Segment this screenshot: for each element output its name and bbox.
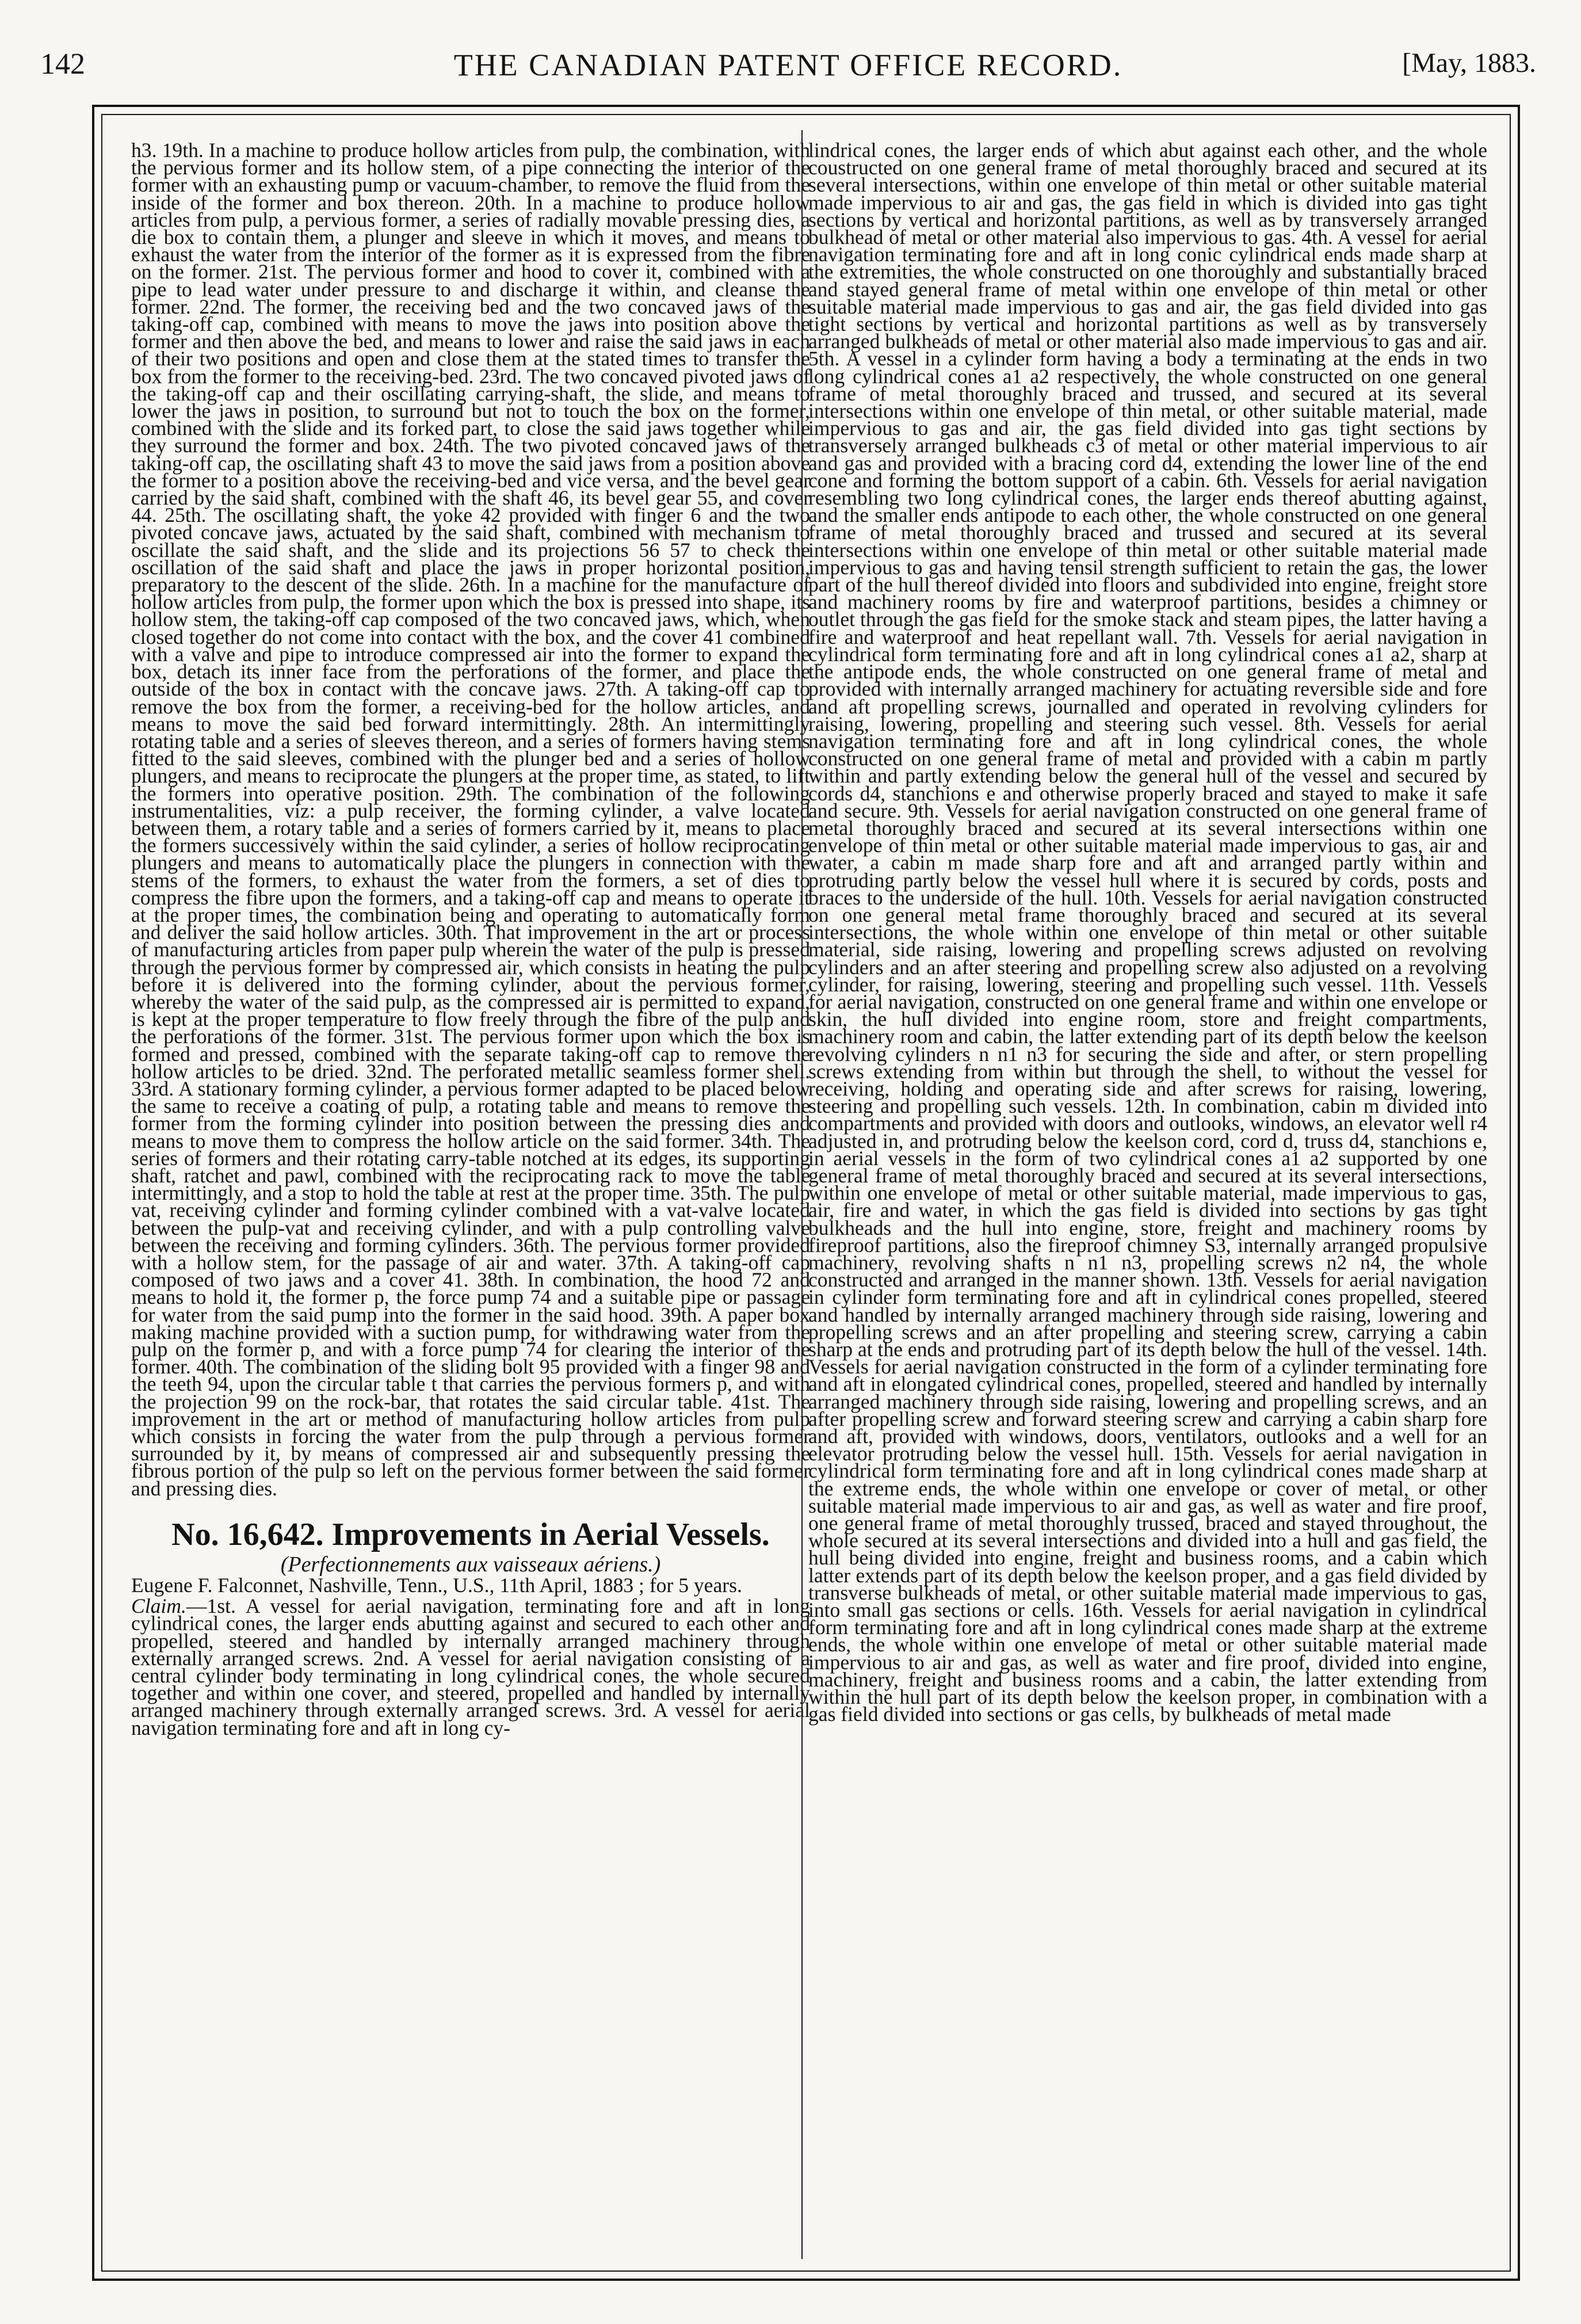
page-header <box>40 47 1536 93</box>
left-column <box>131 139 810 1739</box>
inventor-line: Eugene F. Falconnet, Nashville, Tenn., U.S., 11th April, 1883 ; for 5 years. <box>131 1574 742 1597</box>
right-column <box>808 139 1487 1726</box>
right-column-text: lindrical cones, the larger ends of which abut against each other, and the whole coustructed on one general frame of metal thoroughly braced and secured at its several intersections, within one envelope of thin metal or other suitable material made impervious to air and gas, the gas field in which is divided into gas tight sections by vertical and horizontal partitions, as well as by transversely arranged bulkhead of metal or other material also impervious to gas. 4th. A vessel for aerial navigation terminating fore and aft in long conic cylindrical ends made sharp at the extremities, the whole constructed on one thoroughly and substantially braced and stayed general frame of metal within one envelope of thin metal or other suitable material made impervious to gas and air, the gas field divided into gas tight sections by vertical and horizontal partitions as well as by transversely arranged bulkheads of metal or other material also made impervious to gas and air. 5th. A vessel in a cylinder form having a body a terminating at the ends in two long cylindrical cones a1 a2 respectively, the whole constructed on one general frame of metal thoroughly braced and trussed, and secured at its several intersections within one envelope of thin metal, or other suitable material, made impervious to gas and air, the gas field divided into gas tight sections by transversely arranged bulkheads c3 of metal or other material impervious to air and gas and provided with a bracing cord d4, extending the lower line of the end cone and forming the bottom support of a cabin. 6th. Vessels for aerial navigation resembling two long cylindrical cones, the larger ends thereof abutting against, and the smaller ends antipode to each other, the whole constructed on one general frame of metal thoroughly braced and trussed and secured at its several intersections within one envelope of thin metal or other suitable material made impervious to gas and having tensil strength sufficient to retain the gas, the lower part of the hull thereof divided into floors and subdivided into engine, freight store and machinery rooms by fire and waterproof partitions, besides a chimney or outlet through the gas field for the smoke stack and steam pipes, the latter having a fire and waterproof and heat repellant wall. 7th. Vessels for aerial navigation in cylindrical form terminating fore and aft in long cylindrical cones a1 a2, sharp at the antipode ends, the whole constructed on one general frame of metal and provided with internally arranged machinery for actuating reversible side and fore and aft propelling screws, journalled and operated in revolving cylinders for raising, lowering, propelling and steering such vessel. 8th. Vessels for aerial navigation terminating fore and aft in long cylindrical cones, the whole constructed on one general frame of metal and provided with a cabin m partly within and partly extending below the general hull of the vessel and secured by cords d4, stanchions e and otherwise properly braced and stayed to make it safe and secure. 9th. Vessels for aerial navigation constructed on one general frame of metal thoroughly braced and secured at its several intersections within one envelope of thin metal or other suitable material made impervious to gas, air and water, a cabin m made sharp fore and aft and arranged partly within and protruding partly below the vessel hull where it is secured by cords, posts and braces to the underside of the hull. 10th. Vessels for aerial navigation constructed on one general metal frame thoroughly braced and secured at its several intersections, the whole within one envelope of thin metal or other suitable material, side raising, lowering and propelling screws adjusted on revolving cylinders and an after steering and propelling screw also adjusted on a revolving cylinder, for raising, lowering, steering and propelling such vessel. 11th. Vessels for aerial navigation, constructed on one general frame and within one envelope or skin, the hull divided into engine room, store and freight compartments, machinery room and cabin, the latter extending part of its depth below the keelson revolving cylinders n n1 n3 for securing the side and after, or stern propelling screws extending from within but through the shell, to without the vessel for receiving, holding and operating side and after screws for raising, lowering, steering and propelling such vessels. 12th. In combination, cabin m divided into compartments and provided with doors and outlooks, windows, an elevator well r4 adjusted in, and protruding below the keelson cord, cord d, truss d4, stanchions e, in aerial vessels in the form of two cylindrical cones a1 a2 supported by one general frame of metal thoroughly braced and secured at its several intersections, within one envelope of metal or other suitable material, made impervious to gas, air, fire and water, in which the gas field is divided into sections by gas tight bulkheads and the hull into engine, store, freight and machinery rooms by fireproof partitions, also the fireproof chimney S3, internally arranged propulsive machinery, revolving shafts n n1 n3, propelling screws n2 n4, the whole constructed and arranged in the manner shown. 13th. Vessels for aerial navigation in cylinder form terminating fore and aft in cylindrical cones propelled, steered and handled by internally arranged machinery through side raising, lowering and propelling screws and an after propelling and steering screw, carrying a cabin sharp at the ends and protruding part of its depth below the hull of the vessel. 14th. Vessels for aerial navigation constructed in the form of a cylinder terminating fore and aft in elongated cylindrical cones, propelled, steered and handled by internally arranged machinery through side raising, lowering and propelling screws, and an after propelling screw and forward steering screw and carrying a cabin sharp fore and aft, provided with windows, doors, ventilators, outlooks and a well for an elevator protruding below the vessel hull. 15th. Vessels for aerial navigation in cylindrical form terminating fore and aft in long cylindrical cones made sharp at the extreme ends, the whole within one envelope or cover of metal, or other suitable material made impervious to air and gas, as well as water and fire proof, one general frame of metal thoroughly trussed, braced and stayed throughout, the whole secured at its several intersections and divided into a hull and gas field, the hull being divided into engine, freight and business rooms, and a cabin which latter extends part of its depth below the keelson proper, and a gas field divided by transverse bulkheads of metal, or other suitable material made impervious to gas, into small gas sections or cells. 16th. Vessels for aerial navigation in cylindrical form terminating fore and aft in long cylindrical cones made sharp at the extreme ends, the whole within one envelope of metal or other suitable material made impervious to air and gas, as well as water and fire proof, divided into engine, machinery, freight and business rooms and a cabin, the latter extending from within the hull part of its depth below the keelson proper, in combination with a gas field divided into sections or gas cells, by bulkheads of metal made <box>808 139 1487 1726</box>
french-title: (Perfectionnements aux vaisseaux aériens.) <box>280 1552 661 1577</box>
claim-text: —1st. A vessel for aerial navigation, terminating fore and aft in long cylindrical cones, the larger ends abutting against and secured to each other and propelled, steered and handled by internally arranged machinery through externally arranged screws. 2nd. A vessel for aerial navigation consisting of a central cylinder body terminating in long cylindrical cones, the whole secured together and within one cover, and steered, propelled and handled by internally arranged machinery through externally arranged screws. 3rd. A vessel for aerial navigation terminating fore and aft in long cy- <box>131 1594 810 1739</box>
continued-claims-text: h3. 19th. In a machine to produce hollow articles from pulp, the combination, with the pervious former and its hollow stem, of a pipe connecting the interior of the former with an exhausting pump or vacuum-chamber, to remove the fluid from the inside of the former and box thereon. 20th. In a machine to produce hollow articles from pulp, a pervious former, a series of radially movable pressing dies, a die box to contain them, a plunger and sleeve in which it moves, and means to exhaust the water from the interior of the former as it is expressed from the fibre on the former. 21st. The pervious former and hood to cover it, combined with a pipe to lead water under pressure to and discharge it within, and cleanse the former. 22nd. The former, the receiving bed and the two concaved jaws of the taking-off cap, combined with means to move the jaws into position above the former and then above the bed, and means to lower and raise the said jaws in each of their two positions and open and close them at the stated times to transfer the box from the former to the receiving-bed. 23rd. The two concaved pivoted jaws of the taking-off cap and their oscillating carrying-shaft, the slide, and means to lower the jaws in position, to surround but not to touch the box on the former, combined with the slide and its forked part, to close the said jaws together while they surround the former and box. 24th. The two pivoted concaved jaws of the taking-off cap, the oscillating shaft 43 to move the said jaws from a position above the former to a position above the receiving-bed and vice versa, and the bevel gear carried by the said shaft, combined with the shaft 46, its bevel gear 55, and cover 44. 25th. The oscillating shaft, the yoke 42 provided with finger 6 and the two pivoted concave jaws, actuated by the said shaft, combined with mechanism to oscillate the said shaft, and the slide and its projections 56 57 to check the oscillation of the said shaft and place the jaws in proper horizontal position, preparatory to the descent of the slide. 26th. In a machine for the manufacture of hollow articles from pulp, the former upon which the box is pressed into shape, its hollow stem, the taking-off cap composed of the two concaved jaws, which, when closed together do not come into contact with the box, and the cover 41 combined with a valve and pipe to introduce compressed air into the former to expand the box, detach its inner face from the perforations of the former, and place the outside of the box in contact with the concave jaws. 27th. A taking-off cap to remove the box from the former, a receiving-bed for the hollow articles, and means to move the said bed forward intermittingly. 28th. An intermittingly rotating table and a series of sleeves thereon, and a series of formers having stems fitted to the said sleeves, combined with the plunger bed and a series of hollow plungers, and means to reciprocate the plungers at the proper time, as stated, to lift the formers into operative position. 29th. The combination of the following instrumentalities, viz: a pulp receiver, the forming cylinder, a valve located between them, a rotary table and a series of formers carried by it, means to place the formers successively within the said cylinder, a series of hollow reciprocating plungers and means to automatically place the plungers in connection with the stems of the formers, to exhaust the water from the formers, a set of dies to compress the fibre upon the formers, and a taking-off cap and means to operate it at the proper times, the combination being and operating to automatically form and deliver the said hollow articles. 30th. That improvement in the art or process of manufacturing articles from paper pulp wherein the water of the pulp is pressed through the pervious former by compressed air, which consists in heating the pulp before it is delivered into the forming cylinder, about the pervious former, whereby the water of the said pulp, as the compressed air is permitted to expand, is kept at the proper temperature to flow freely through the fibre of the pulp and the perforations of the former. 31st. The pervious former upon which the box is formed and pressed, combined with the separate taking-off cap to remove the hollow articles to be dried. 32nd. The perforated metallic seamless former shell. 33rd. A stationary forming cylinder, a pervious former adapted to be placed below the same to receive a coating of pulp, a rotating table and means to remove the former from the forming cylinder into position between the pressing dies and means to move them to compress the hollow article on the said former. 34th. The series of formers and their rotating carry-table notched at its edges, its supporting shaft, ratchet and pawl, combined with the reciprocating rack to move the table intermittingly, and a stop to hold the table at rest at the proper time. 35th. The pulp vat, receiving cylinder and forming cylinder combined with a vat-valve located between the pulp-vat and receiving cylinder, and with a pulp controlling valve between the receiving and forming cylinders. 36th. The pervious former provided with a hollow stem, for the passage of air and water. 37th. A taking-off cap composed of two jaws and a cover 41. 38th. In combination, the hood 72 and means to hold it, the former p, the force pump 74 and a suitable pipe or passage for water from the said pump into the former in the said hood. 39th. A paper box making machine provided with a suction pump, for withdrawing water from the pulp on the former p, and with a force pump 74 for clearing the interior of the former. 40th. The combination of the sliding bolt 95 provided with a finger 98 and the teeth 94, upon the circular table t that carries the pervious formers p, and with the projection 99 on the rock-bar, that rotates the said circular table. 41st. The improvement in the art or method of manufacturing hollow articles from pulp which consists in forcing the water from the pulp through a pervious former surrounded by it, by means of compressed air and subsequently pressing the fibrous portion of the pulp so left on the pervious former between the said former and pressing dies. <box>131 139 810 1500</box>
issue-date: [May, 1883. <box>1402 48 1536 78</box>
patent-heading: No. 16,642. Improvements in Aerial Vessels. <box>171 1516 770 1552</box>
page-number: 142 <box>40 48 85 81</box>
publication-title: THE CANADIAN PATENT OFFICE RECORD. <box>453 48 1123 82</box>
claim-label: Claim. <box>131 1594 186 1618</box>
claim-paragraph <box>131 1594 810 1739</box>
